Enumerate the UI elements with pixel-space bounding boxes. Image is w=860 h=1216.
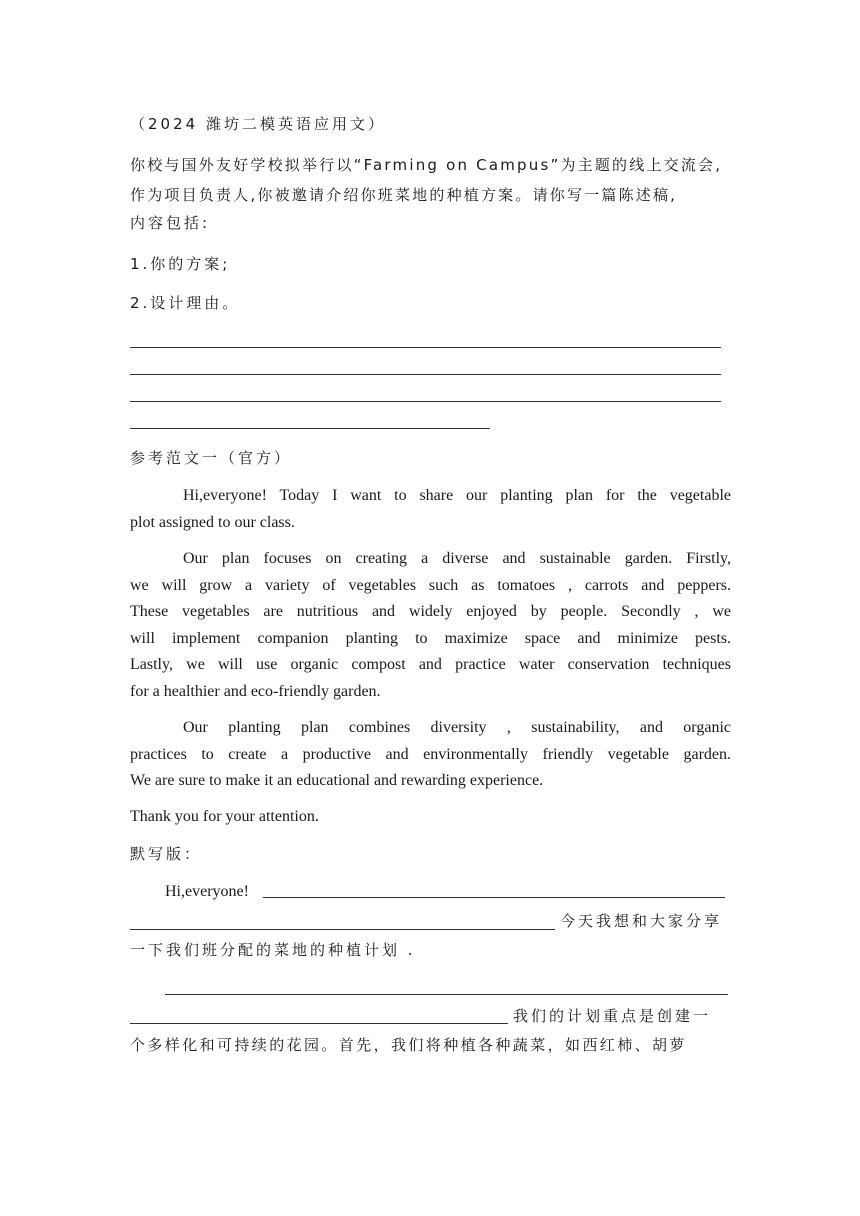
- sample-p2-line-1: Our plan focuses on creating a diverse and sustainable garden. Firstly,: [183, 550, 731, 567]
- dictation-greeting: Hi,everyone!: [165, 883, 249, 900]
- dictation-heading: 默写版：: [130, 845, 203, 863]
- dictation-hint-2-cont: 个多样化和可持续的花园。首先，我们将种植各种蔬菜，如西红柿、胡萝: [130, 1036, 687, 1054]
- sample-p1-line-1: Hi,everyone! Today I want to share our planting plan for the vegetable: [183, 487, 731, 504]
- dictation-hint-1-cont: 一下我们班分配的菜地的种植计划 .: [130, 941, 416, 959]
- sample-heading: 参考范文一（官方）: [130, 449, 293, 467]
- dictation-blank-1a: [263, 897, 725, 898]
- dictation-blank-2a: [165, 994, 728, 995]
- prompt-item-2: 2.设计理由。: [130, 294, 241, 312]
- answer-line-1: [130, 347, 721, 348]
- sample-p2-line-3: These vegetables are nutritious and widely enjoyed by people. Secondly , we: [130, 603, 731, 620]
- sample-p2-line-4: will implement companion planting to maximize space and minimize pests.: [130, 630, 731, 647]
- sample-p2-line-5: Lastly, we will use organic compost and practice water conservation techniques: [130, 656, 731, 673]
- answer-line-4: [130, 428, 490, 429]
- sample-p3-line-3: We are sure to make it an educational and rewarding experience.: [130, 772, 544, 789]
- dictation-hint-1: 今天我想和大家分享: [560, 912, 723, 930]
- prompt-line-3: 内容包括:: [130, 214, 211, 232]
- answer-line-2: [130, 374, 721, 375]
- answer-line-3: [130, 401, 721, 402]
- source-label: （2024 潍坊二模英语应用文）: [130, 115, 386, 133]
- sample-p2-line-6: for a healthier and eco-friendly garden.: [130, 683, 381, 700]
- dictation-hint-2: 我们的计划重点是创建一: [513, 1007, 712, 1025]
- sample-p3-line-2: practices to create a productive and environmentally friendly vegetable garden.: [130, 746, 731, 763]
- prompt-item-1: 1.你的方案;: [130, 255, 231, 273]
- dictation-blank-2b: [130, 1023, 508, 1024]
- sample-p3-line-1: Our planting plan combines diversity , sustainability, and organic: [183, 719, 731, 736]
- dictation-blank-1b: [130, 929, 555, 930]
- prompt-line-2: 作为项目负责人,你被邀请介绍你班菜地的种植方案。请你写一篇陈述稿,: [130, 186, 678, 204]
- sample-p1-line-2: plot assigned to our class.: [130, 514, 295, 531]
- sample-closing: Thank you for your attention.: [130, 808, 319, 825]
- prompt-line-1: 你校与国外友好学校拟举行以“Farming on Campus”为主题的线上交流会,: [130, 156, 723, 174]
- sample-p2-line-2: we will grow a variety of vegetables such as tomatoes , carrots and peppers.: [130, 577, 731, 594]
